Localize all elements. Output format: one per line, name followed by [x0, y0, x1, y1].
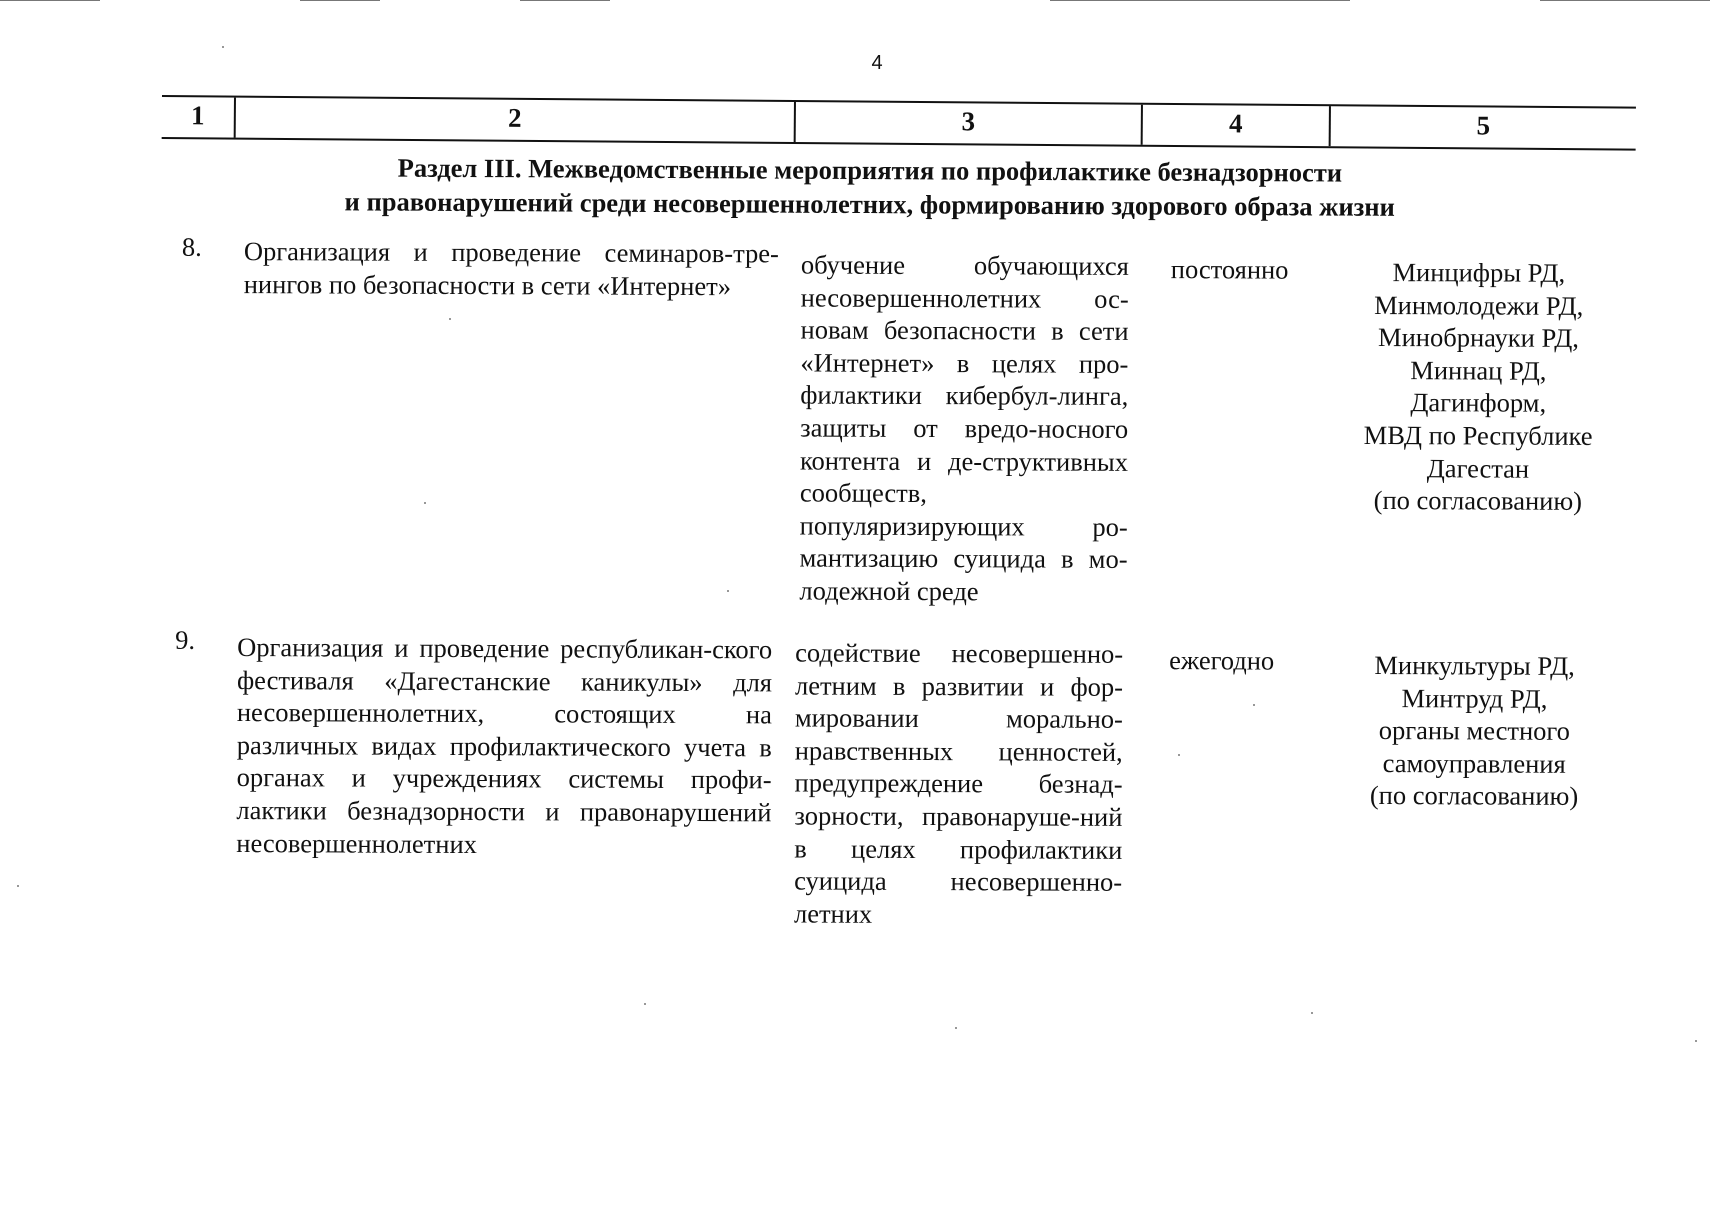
responsible-item: МВД по Республике	[1363, 419, 1593, 451]
responsible-item: (по согласованию)	[1373, 485, 1583, 517]
responsible-list	[1336, 649, 1612, 813]
responsible-item: Минкультуры РД,	[1374, 650, 1575, 681]
goal-text: содействие несовершенно-летним в развитии и фор-мировании морально-нравственных ценностей, предупреждение безнад-зорности, правонаруше-ний в целях профилактики суицида несовершенно-летних	[793, 637, 1124, 929]
scan-mark	[1050, 0, 1350, 1]
section-title-line-1: Раздел III. Межведомственные мероприятия по профилактике безнадзорности	[397, 152, 1343, 188]
term-text: постоянно	[1170, 254, 1289, 285]
column-number-5: 5	[1329, 106, 1636, 148]
responsible-item: Минобрнауки РД,	[1378, 322, 1580, 354]
responsible-item: самоуправления	[1382, 747, 1566, 779]
row-number: 8.	[181, 231, 202, 262]
responsible-item: Минцифры РД,	[1392, 257, 1566, 288]
responsible-item: Дагестан	[1426, 452, 1530, 484]
scan-mark	[1540, 0, 1710, 1]
event-text: Организация и проведение семинаров-тре-нингов по безопасности в сети «Интернет»	[243, 236, 779, 301]
scan-mark	[520, 0, 610, 1]
column-number-2: 2	[234, 98, 794, 142]
page-number: 4	[871, 52, 883, 74]
column-number-4: 4	[1141, 105, 1329, 146]
responsible-item: Минтруд РД,	[1401, 682, 1548, 714]
responsible-item: Миннац РД,	[1410, 354, 1547, 386]
column-number-3: 3	[794, 102, 1141, 145]
event-text: Организация и проведение республикан-ского фестиваля «Дагестанские каникулы» для несовершеннолетних, состоящих на различных видах профилактического учета в органах и учреждениях системы профи-лактики безнадзорности и правонарушений несовершеннолетних	[236, 632, 773, 859]
responsible-item: органы местного	[1378, 715, 1570, 747]
responsible-item: Минмолодежи РД,	[1374, 289, 1584, 321]
column-number-1: 1	[190, 100, 205, 131]
responsible-item: Дагинформ,	[1410, 387, 1547, 419]
section-title-line-2: и правонарушений среди несовершеннолетних, формированию здорового образа жизни	[344, 186, 1395, 222]
row-number: 9.	[175, 624, 196, 655]
goal-text: обучение обучающихся несовершеннолетних ос-новам безопасности в сети «Интернет» в целях про-филактики кибербул-линга, защиты от вредо-носного контента и де-структивных сообществ, популяризирующих ро-мантизацию суицида в мо-лодежной среде	[799, 249, 1129, 607]
term-text: ежегодно	[1169, 645, 1275, 676]
responsible-item: (по согласованию)	[1369, 780, 1579, 812]
